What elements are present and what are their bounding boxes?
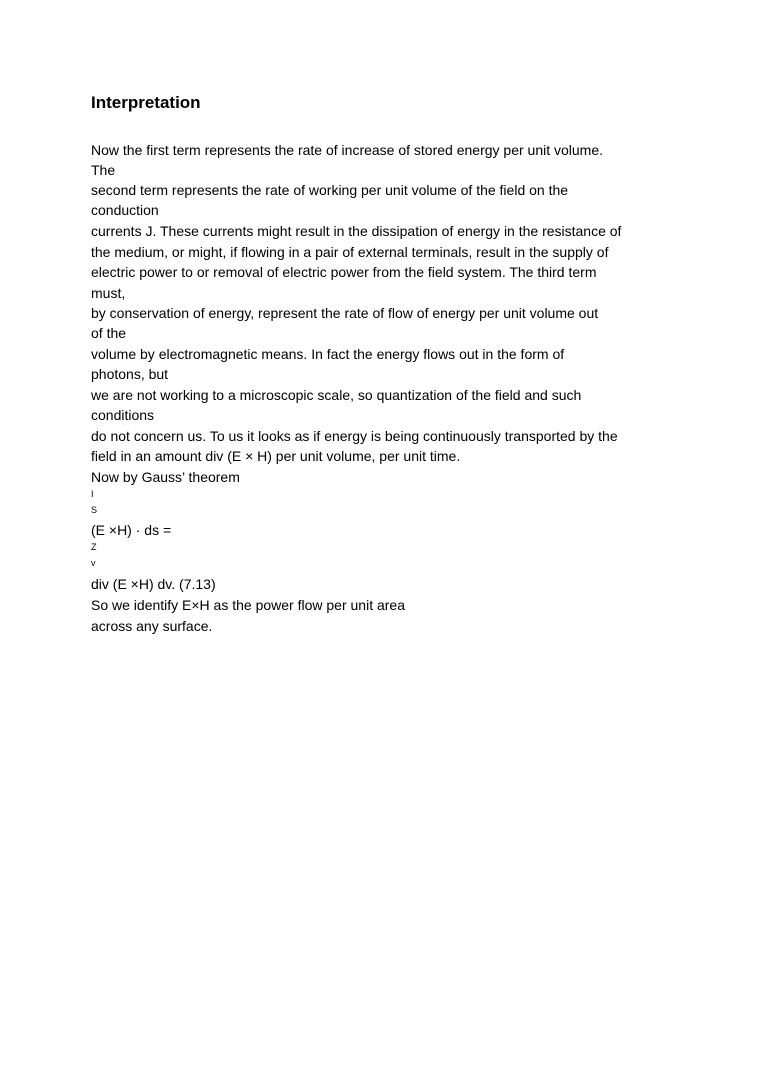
body-line: electric power to or removal of electric power from the field system. The third term (91, 264, 597, 280)
body-line: The (91, 162, 116, 178)
body-line: second term represents the rate of working per unit volume of the field on the (91, 182, 569, 198)
closing-line: across any surface. (91, 618, 213, 634)
body-line: we are not working to a microscopic scale, so quantization of the field and such (91, 387, 582, 403)
body-line: conditions (91, 407, 155, 423)
equation-lhs: (E ×H) · ds = (91, 522, 172, 538)
body-line: currents J. These currents might result in the dissipation of energy in the resistance of (91, 223, 622, 239)
body-line: must, (91, 285, 126, 301)
section-heading: Interpretation (91, 93, 201, 112)
body-line: by conservation of energy, represent the rate of flow of energy per unit volume out (91, 305, 599, 321)
body-line: Now the first term represents the rate of increase of stored energy per unit volume. (91, 142, 604, 158)
integral-subscript-surface: S (91, 505, 98, 515)
closing-line: So we identify E×H as the power flow per unit area (91, 597, 406, 613)
body-line: of the (91, 325, 127, 341)
equation-rhs: div (E ×H) dv. (7.13) (91, 576, 216, 592)
body-line: Now by Gauss’ theorem (91, 469, 240, 485)
body-line: field in an amount div (E × H) per unit volume, per unit time. (91, 448, 461, 464)
integral-symbol-surface: I (91, 489, 94, 499)
integral-subscript-volume: v (91, 558, 96, 568)
body-line: do not concern us. To us it looks as if energy is being continuously transported by the (91, 428, 618, 444)
body-line: photons, but (91, 366, 169, 382)
body-line: volume by electromagnetic means. In fact the energy flows out in the form of (91, 346, 565, 362)
body-line: the medium, or might, if flowing in a pair of external terminals, result in the supply of (91, 244, 609, 260)
body-line: conduction (91, 202, 159, 218)
integral-symbol-volume: Z (91, 542, 97, 552)
